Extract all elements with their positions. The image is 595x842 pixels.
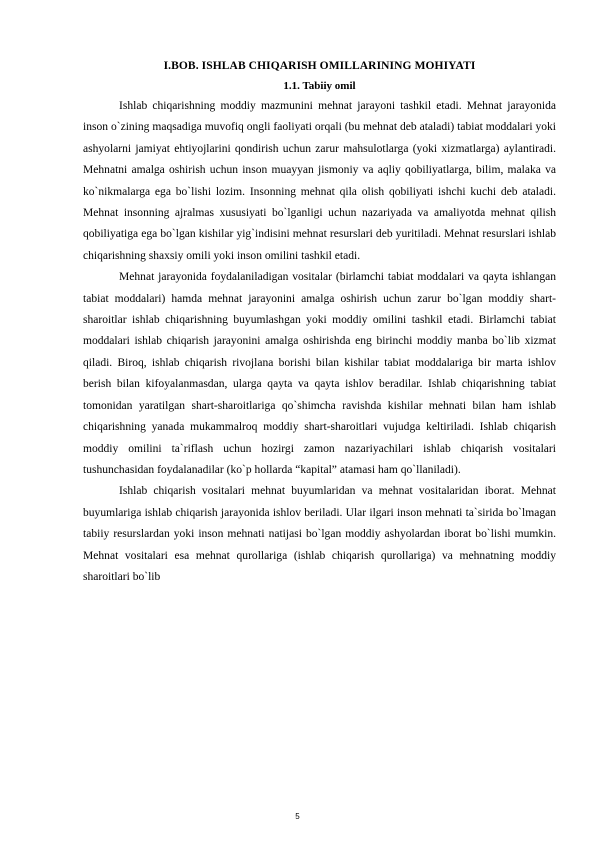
- paragraph-2: Mehnat jarayonida foydalaniladigan vositalar (birlamchi tabiat moddalari va qayta ishlangan tabiat moddalari) hamda mehnat jarayonini amalga oshirish uchun zarur bo`lgan moddiy shart-sharoitlar ishlab chiqarishning buyumlashgan yoki moddiy omilini tashkil etadi. Birlamchi tabiat moddalari ishlab chiqarish jarayonini amalga oshirishda eng birinchi moddiy manba bo`lib xizmat qiladi. Biroq, ishlab chiqarish rivojlana borishi bilan kishilar tabiat moddalariga bir marta ishlov berish bilan kifoyalanmasdan, ularga qayta va qayta ishlov beradilar. Ishlab chiqarishning tabiat tomonidan yaratilgan shart-sharoitlariga qo`shimcha ravishda kishilar mehnati bilan ham ishlab chiqarishning yanada mukammalroq moddiy shart-sharoitlari vujudga keltiriladi. Ishlab chiqarish moddiy omilini ta`riflash uchun hozirgi zamon nazariyachilari ishlab chiqarish vositalari tushunchasidan foydalanadilar (ko`p hollarda “kapital” atamasi ham qo`llaniladi).: [83, 271, 556, 476]
- paragraph-3: Ishlab chiqarish vositalari mehnat buyumlaridan va mehnat vositalaridan iborat. Mehnat buyumlariga ishlab chiqarish jarayonida ishlov beriladi. Ular ilgari inson mehnati ta`sirida bo`lmagan tabiiy resurslardan yoki inson mehnati natijasi bo`lgan moddiy ashyolardan iborat bo`lishi mumkin. Mehnat vositalari esa mehnat qurollariga (ishlab chiqarish qurollariga) va mehnatning moddiy sharoitlari bo`lib: [83, 485, 556, 583]
- page-content: [83, 56, 556, 588]
- chapter-title: I.BOB. ISHLAB CHIQARISH OMILLARINING MOHIYATI: [163, 60, 476, 72]
- paragraph-1: Ishlab chiqarishning moddiy mazmunini mehnat jarayoni tashkil etadi. Mehnat jarayonida inson o`zining maqsadiga muvofiq ongli faoliyati orqali (bu mehnat deb ataladi) tabiat moddalari yoki ashyolarni jamiyat ehtiyojlarini qondirish uchun zarur mahsulotlarga (yoki xizmatlarga) aylantiradi. Mehnatni amalga oshirish uchun inson muayyan jismoniy va aqliy qobiliyatlarga, bilim, malaka va ko`nikmalarga ega bo`lishi lozim. Insonning mehnat qila olish qobiliyati ishchi kuchi deb ataladi. Mehnat insonning ajralmas xususiyati bo`lganligi uchun nazariyada va amaliyotda mehnat qilish qobiliyatiga ega bo`lgan kishilar yig`indisini mehnat resurslari deb yuritiladi. Mehnat resurslari ishlab chiqarishning shaxsiy omili yoki inson omilini tashkil etadi.: [83, 100, 556, 262]
- page-number: 5: [295, 812, 300, 821]
- section-title: 1.1. Tabiiy omil: [283, 80, 356, 92]
